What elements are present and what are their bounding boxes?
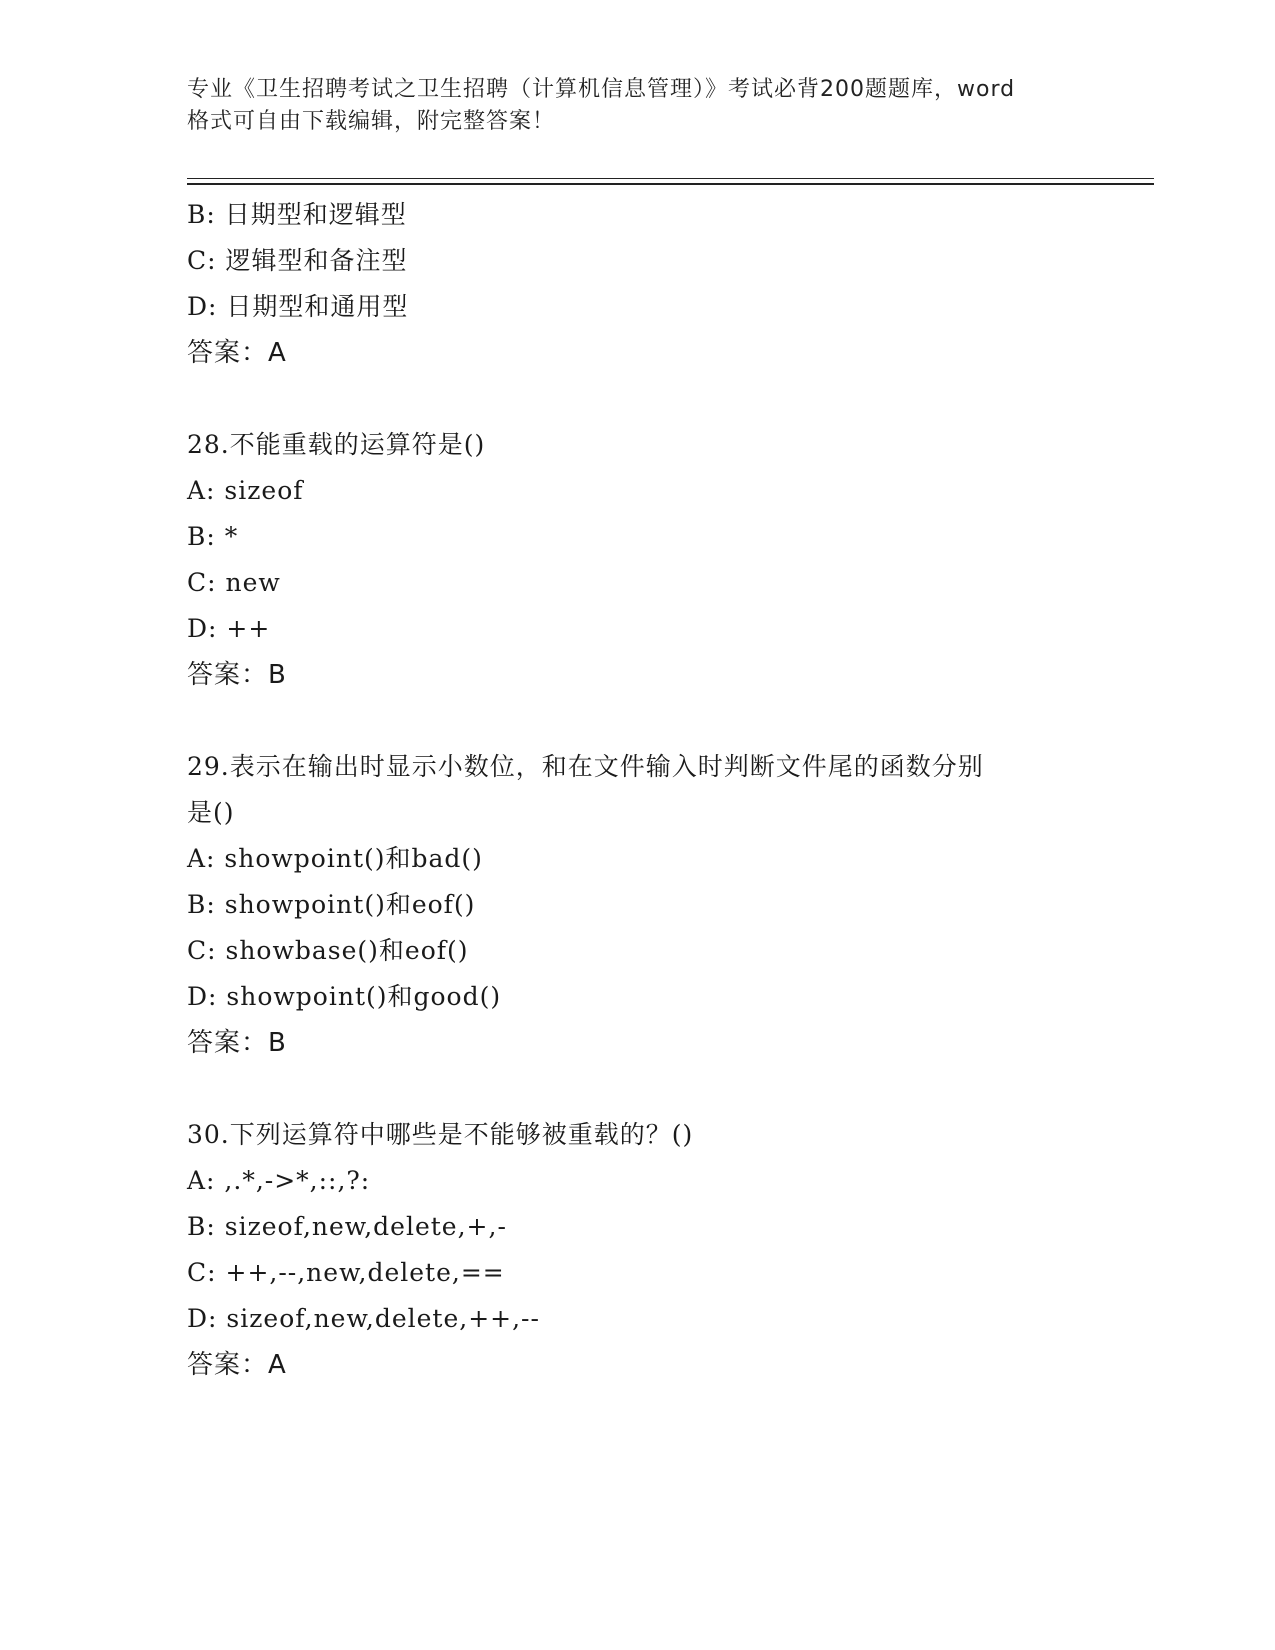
question-29 [187, 744, 1087, 1066]
question-list [187, 192, 1087, 1388]
question-stem-line-1: 29.表示在输出时显示小数位，和在文件输入时判断文件尾的函数分别 [187, 752, 984, 781]
option-b: B: * [187, 522, 239, 551]
option-a: A: showpoint()和bad() [187, 844, 483, 873]
option-b: B: 日期型和逻辑型 [187, 200, 407, 229]
question-stem: 30.下列运算符中哪些是不能够被重载的？() [187, 1120, 694, 1149]
document-header [187, 74, 1087, 138]
option-c: C: ++,--,new,delete,== [187, 1258, 505, 1287]
option-d: D: showpoint()和good() [187, 982, 502, 1011]
header-divider-thin [187, 178, 1154, 179]
option-b: B: showpoint()和eof() [187, 890, 476, 919]
spacer [187, 698, 1087, 744]
option-c: C: 逻辑型和备注型 [187, 246, 408, 275]
option-a: A: sizeof [187, 476, 304, 505]
question-stem-line-2: 是() [187, 798, 235, 827]
answer-label: 答案：A [187, 338, 287, 368]
option-c: C: showbase()和eof() [187, 936, 469, 965]
header-line-1: 专业《卫生招聘考试之卫生招聘（计算机信息管理）》考试必背200题题库，word [187, 77, 1016, 102]
option-a: A: ,.*,->*,::,?: [187, 1166, 371, 1195]
spacer [187, 376, 1087, 422]
option-c: C: new [187, 568, 281, 597]
answer-label: 答案：A [187, 1350, 287, 1380]
answer-label: 答案：B [187, 1028, 287, 1058]
answer-label: 答案：B [187, 660, 287, 690]
header-line-2: 格式可自由下载编辑，附完整答案！ [187, 109, 556, 134]
option-b: B: sizeof,new,delete,+,- [187, 1212, 507, 1241]
question-30 [187, 1112, 1087, 1388]
header-divider-thick [187, 183, 1154, 185]
spacer [187, 1066, 1087, 1112]
question-28 [187, 422, 1087, 698]
question-stem: 28.不能重载的运算符是() [187, 430, 486, 459]
option-d: D: 日期型和通用型 [187, 292, 409, 321]
question-27-tail [187, 192, 1087, 376]
option-d: D: ++ [187, 614, 271, 643]
option-d: D: sizeof,new,delete,++,-- [187, 1304, 540, 1333]
